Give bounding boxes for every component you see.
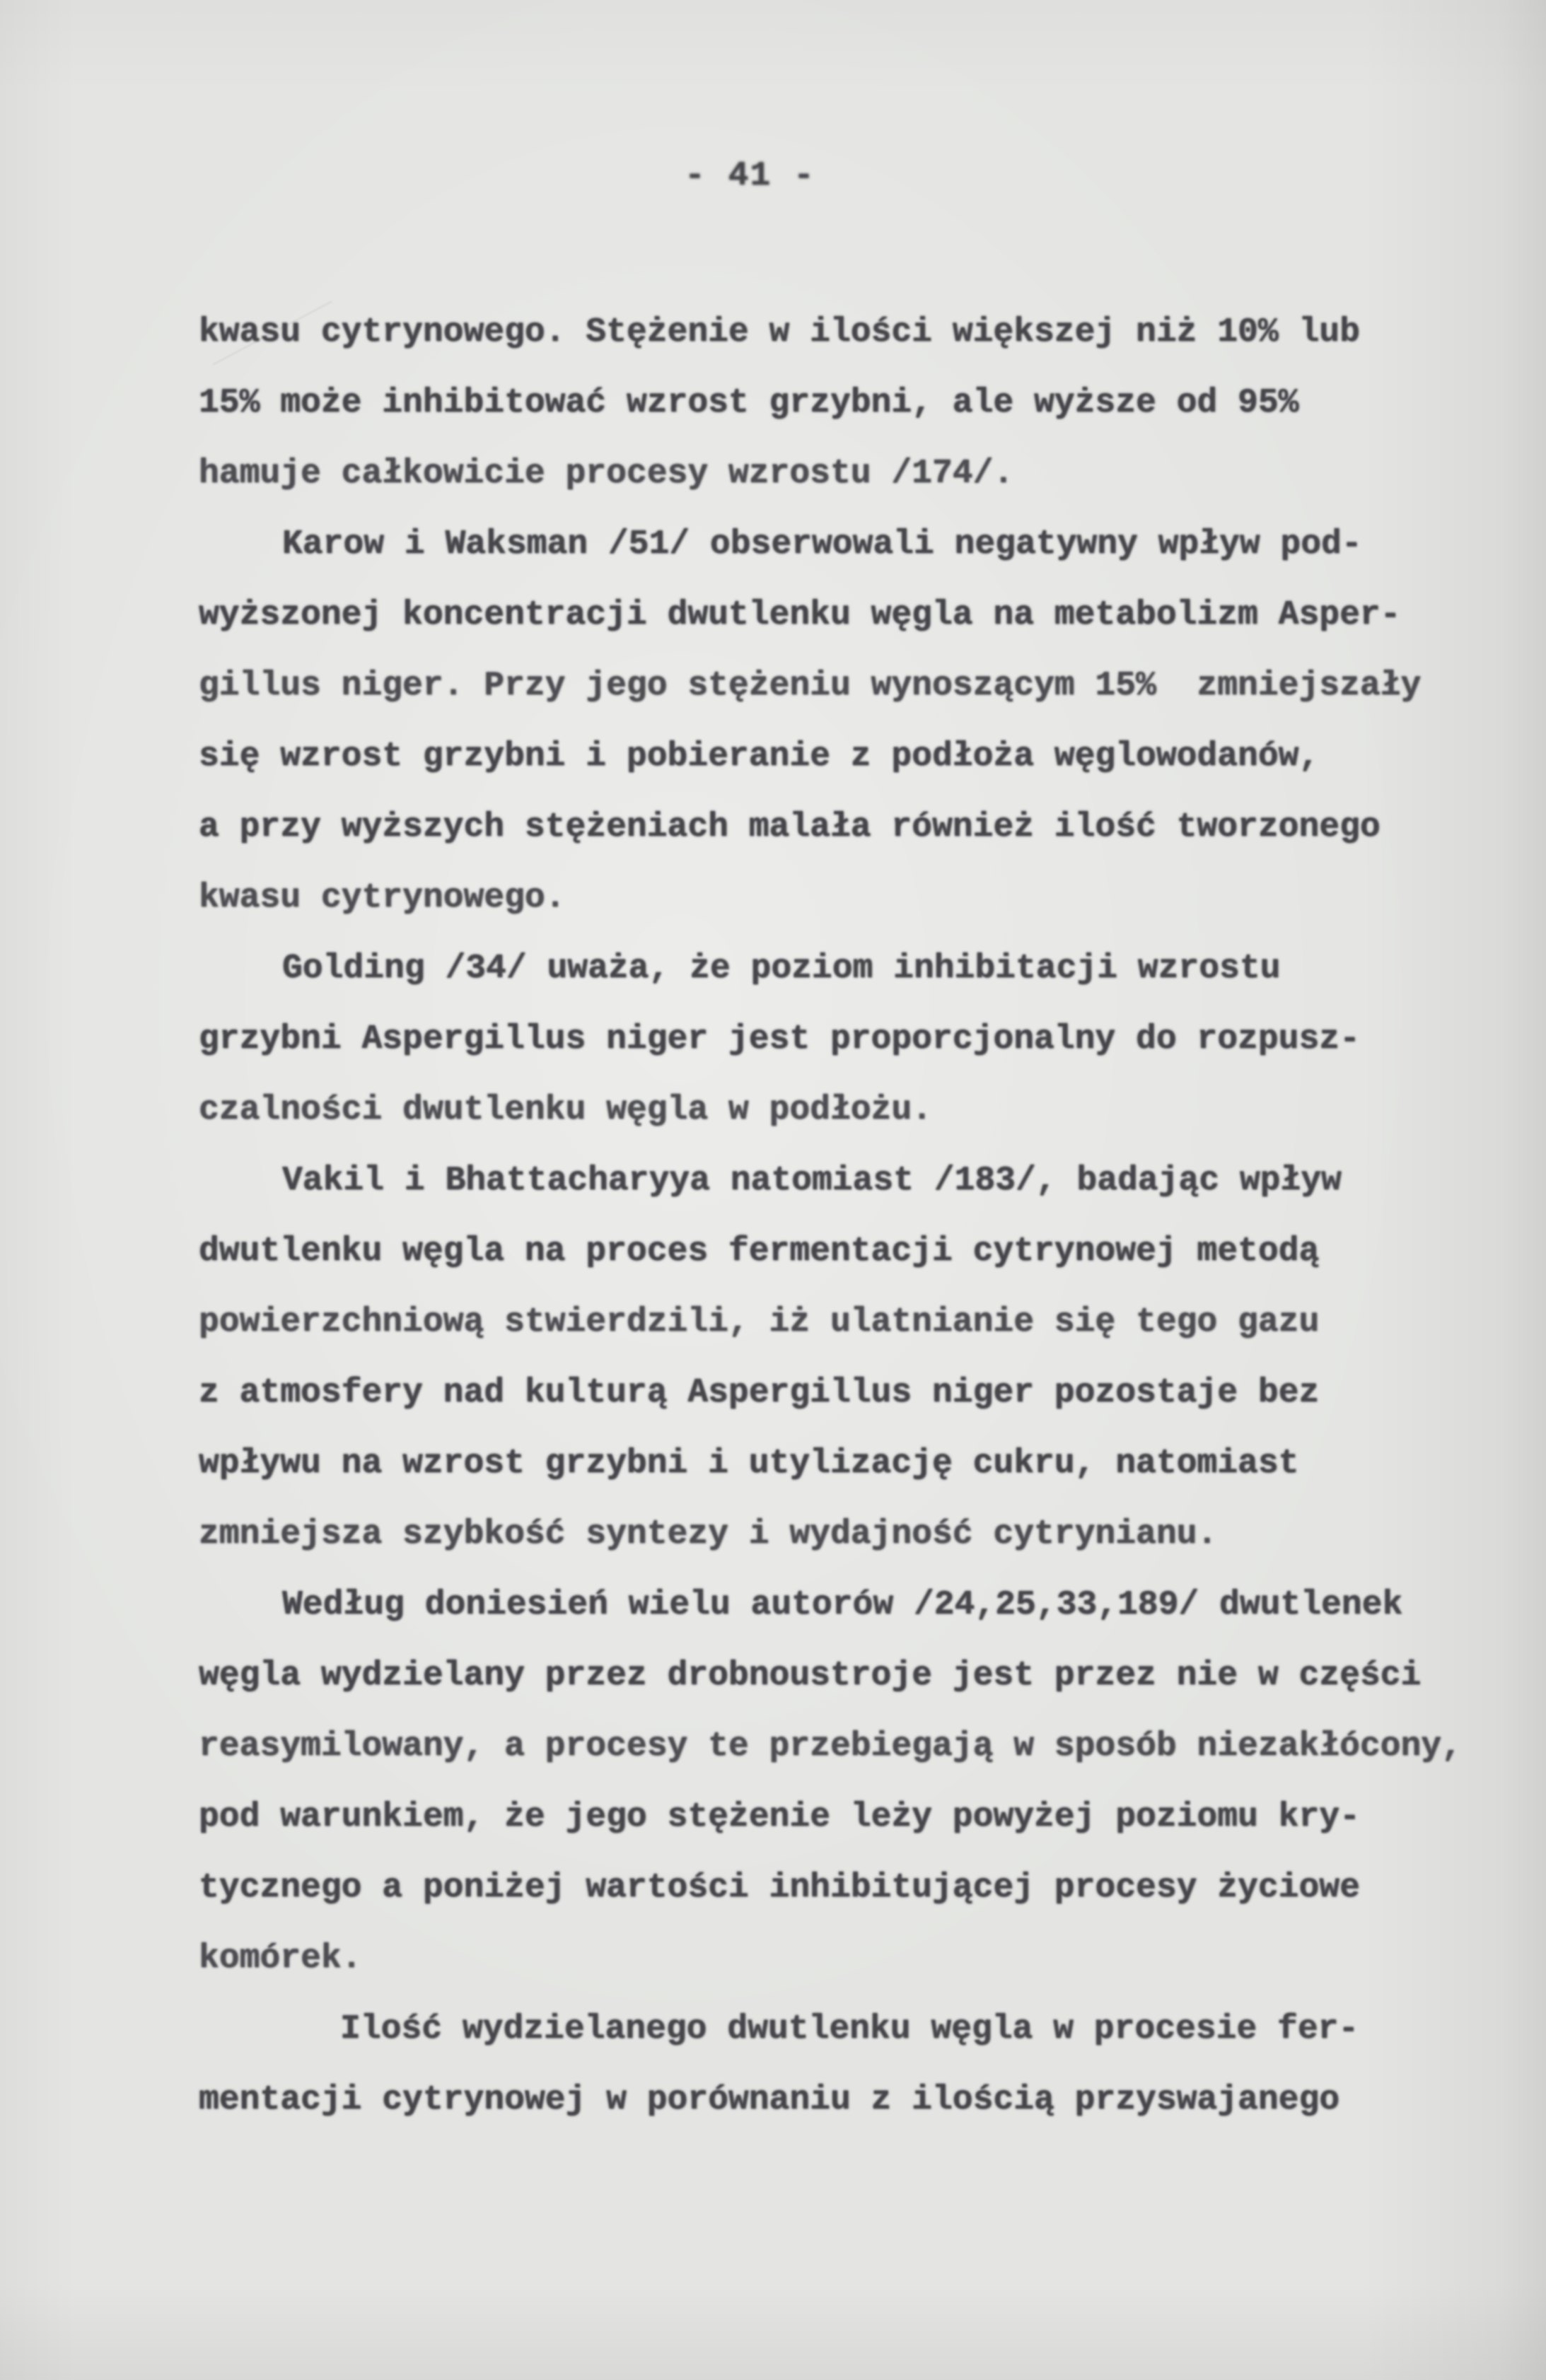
text-line: gillus niger. Przy jego stężeniu wynoszącym 15% zmniejszały: [199, 667, 1422, 705]
text-line: mentacji cytrynowej w porównaniu z ilością przyswajanego: [199, 2081, 1340, 2119]
text-line: kwasu cytrynowego. Stężenie w ilości większej niż 10% lub: [199, 313, 1360, 351]
text-line: Vakil i Bhattacharyya natomiast /183/, badając wpływ: [282, 1162, 1342, 1200]
text-line: 15% może inhibitować wzrost grzybni, ale wyższe od 95%: [199, 384, 1299, 422]
text-line: tycznego a poniżej wartości inhibitującej procesy życiowe: [199, 1869, 1360, 1907]
text-line: pod warunkiem, że jego stężenie leży powyżej poziomu kry-: [199, 1798, 1360, 1836]
text-line: z atmosfery nad kulturą Aspergillus niger pozostaje bez: [199, 1374, 1320, 1412]
text-line: reasymilowany, a procesy te przebiegają w sposób niezakłócony,: [199, 1727, 1462, 1766]
text-line: węgla wydzielany przez drobnoustroje jest przez nie w części: [199, 1657, 1422, 1695]
text-line: komórek.: [199, 1939, 362, 1978]
text-line: zmniejsza szybkość syntezy i wydajność cytrynianu.: [199, 1515, 1218, 1553]
text-line: się wzrost grzybni i pobieranie z podłoża węglowodanów,: [199, 737, 1320, 776]
text-line: dwutlenku węgla na proces fermentacji cytrynowej metodą: [199, 1232, 1320, 1271]
text-line: powierzchniową stwierdzili, iż ulatnianie się tego gazu: [199, 1303, 1320, 1341]
text-line: czalności dwutlenku węgla w podłożu.: [199, 1091, 932, 1129]
text-line: a przy wyższych stężeniach malała również ilość tworzonego: [199, 808, 1381, 846]
text-line: Ilość wydzielanego dwutlenku węgla w procesie fer-: [340, 2010, 1359, 2048]
document-text-block: [199, 297, 1493, 2135]
text-line: Golding /34/ uważa, że poziom inhibitacji wzrostu: [282, 950, 1281, 988]
text-line: Karow i Waksman /51/ obserwowali negatywny wpływ pod-: [282, 525, 1362, 564]
text-line: grzybni Aspergillus niger jest proporcjonalny do rozpusz-: [199, 1020, 1360, 1058]
text-line: kwasu cytrynowego.: [199, 879, 566, 917]
text-line: hamuje całkowicie procesy wzrostu /174/.: [199, 455, 1014, 493]
text-line: wyższonej koncentracji dwutlenku węgla na metabolizm Asper-: [199, 596, 1401, 634]
text-line: Według doniesień wielu autorów /24,25,33,189/ dwutlenek: [282, 1586, 1403, 1624]
page-number: - 41 -: [685, 157, 815, 195]
text-line: wpływu na wzrost grzybni i utylizację cukru, natomiast: [199, 1445, 1299, 1483]
